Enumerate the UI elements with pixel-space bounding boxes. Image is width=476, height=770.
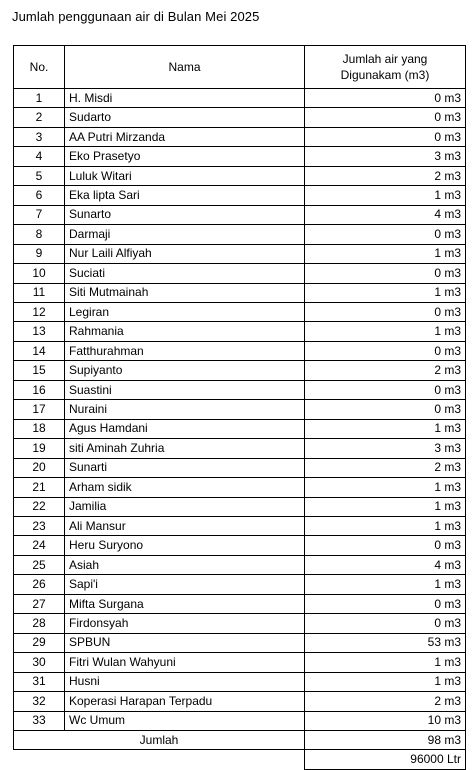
table-row: [14, 400, 466, 419]
row-nama: Sudarto: [65, 108, 305, 127]
row-nama: Jamilia: [65, 497, 305, 516]
row-nama: AA Putri Mirzanda: [65, 127, 305, 146]
table-row: [14, 614, 466, 633]
table-row: [14, 633, 466, 652]
row-nama: Asiah: [65, 555, 305, 574]
row-no: 15: [14, 361, 65, 380]
table-row: [14, 341, 466, 360]
row-nama: Agus Hamdani: [65, 419, 305, 438]
row-no: 25: [14, 555, 65, 574]
row-no: 14: [14, 341, 65, 360]
row-value: 0 m3: [305, 225, 466, 244]
row-no: 2: [14, 108, 65, 127]
row-no: 1: [14, 89, 65, 108]
row-nama: Fatthurahman: [65, 341, 305, 360]
row-value: 1 m3: [305, 672, 466, 691]
row-no: 4: [14, 147, 65, 166]
table-row: [14, 653, 466, 672]
table-header-row: [14, 46, 466, 89]
row-nama: Koperasi Harapan Terpadu: [65, 692, 305, 711]
total-label: Jumlah: [14, 730, 305, 749]
table-row: [14, 322, 466, 341]
row-no: 21: [14, 478, 65, 497]
row-no: 32: [14, 692, 65, 711]
total-value: 98 m3: [305, 730, 466, 749]
row-nama: Nuraini: [65, 400, 305, 419]
row-no: 33: [14, 711, 65, 730]
row-no: 30: [14, 653, 65, 672]
row-no: 17: [14, 400, 65, 419]
row-no: 20: [14, 458, 65, 477]
row-nama: Fitri Wulan Wahyuni: [65, 653, 305, 672]
row-value: 4 m3: [305, 205, 466, 224]
row-value: 0 m3: [305, 536, 466, 555]
header-nama: Nama: [65, 46, 305, 89]
row-value: 1 m3: [305, 419, 466, 438]
table-row: [14, 166, 466, 185]
row-no: 11: [14, 283, 65, 302]
row-nama: siti Aminah Zuhria: [65, 439, 305, 458]
table-row: [14, 147, 466, 166]
row-no: 29: [14, 633, 65, 652]
row-no: 8: [14, 225, 65, 244]
table-row: [14, 672, 466, 691]
table-row: [14, 108, 466, 127]
table-row: [14, 89, 466, 108]
row-no: 22: [14, 497, 65, 516]
row-nama: Mifta Surgana: [65, 594, 305, 613]
table-row: [14, 478, 466, 497]
row-no: 3: [14, 127, 65, 146]
row-no: 31: [14, 672, 65, 691]
row-nama: SPBUN: [65, 633, 305, 652]
row-no: 7: [14, 205, 65, 224]
row-nama: Luluk Witari: [65, 166, 305, 185]
header-no: No.: [14, 46, 65, 89]
row-nama: Heru Suryono: [65, 536, 305, 555]
row-nama: Arham sidik: [65, 478, 305, 497]
row-no: 19: [14, 439, 65, 458]
table-row: [14, 692, 466, 711]
row-value: 1 m3: [305, 497, 466, 516]
row-no: 13: [14, 322, 65, 341]
row-value: 1 m3: [305, 478, 466, 497]
row-nama: Eko Prasetyo: [65, 147, 305, 166]
row-value: 2 m3: [305, 458, 466, 477]
table-row: [14, 205, 466, 224]
row-nama: Rahmania: [65, 322, 305, 341]
row-nama: Darmaji: [65, 225, 305, 244]
water-usage-table: [13, 45, 466, 770]
table-row: [14, 244, 466, 263]
row-nama: Siti Mutmainah: [65, 283, 305, 302]
table-row: [14, 575, 466, 594]
total-row: [14, 730, 466, 749]
row-nama: Firdonsyah: [65, 614, 305, 633]
row-value: 1 m3: [305, 653, 466, 672]
row-value: 1 m3: [305, 322, 466, 341]
row-value: 2 m3: [305, 166, 466, 185]
table-row: [14, 283, 466, 302]
row-no: 16: [14, 380, 65, 399]
table-row: [14, 380, 466, 399]
row-value: 2 m3: [305, 692, 466, 711]
total-liters: 96000 Ltr: [305, 750, 466, 769]
table-row: [14, 419, 466, 438]
row-no: 5: [14, 166, 65, 185]
table-row: [14, 555, 466, 574]
row-nama: Wc Umum: [65, 711, 305, 730]
header-jumlah-line1: Jumlah air yang: [342, 52, 428, 66]
row-nama: Ali Mansur: [65, 516, 305, 535]
row-nama: Husni: [65, 672, 305, 691]
row-value: 1 m3: [305, 186, 466, 205]
row-value: 1 m3: [305, 244, 466, 263]
row-nama: Suastini: [65, 380, 305, 399]
table-row: [14, 516, 466, 535]
table-row: [14, 594, 466, 613]
table-row: [14, 361, 466, 380]
row-value: 0 m3: [305, 341, 466, 360]
row-value: 1 m3: [305, 575, 466, 594]
table-row: [14, 127, 466, 146]
row-value: 0 m3: [305, 594, 466, 613]
row-no: 6: [14, 186, 65, 205]
table-row: [14, 439, 466, 458]
row-value: 1 m3: [305, 283, 466, 302]
table-row: [14, 302, 466, 321]
row-value: 0 m3: [305, 264, 466, 283]
row-nama: H. Misdi: [65, 89, 305, 108]
row-no: 9: [14, 244, 65, 263]
table-row: [14, 711, 466, 730]
row-value: 0 m3: [305, 380, 466, 399]
table-row: [14, 497, 466, 516]
table-row: [14, 186, 466, 205]
header-jumlah: [305, 46, 466, 89]
total-liters-row: [14, 750, 466, 769]
row-no: 18: [14, 419, 65, 438]
row-no: 23: [14, 516, 65, 535]
row-no: 26: [14, 575, 65, 594]
total-liters-spacer: [14, 750, 305, 769]
row-value: 1 m3: [305, 516, 466, 535]
row-nama: Suciati: [65, 264, 305, 283]
header-jumlah-line2: Digunakam (m3): [340, 68, 430, 82]
row-value: 2 m3: [305, 361, 466, 380]
row-value: 10 m3: [305, 711, 466, 730]
row-value: 0 m3: [305, 302, 466, 321]
page-title: Jumlah penggunaan air di Bulan Mei 2025: [12, 9, 260, 24]
row-nama: Eka lipta Sari: [65, 186, 305, 205]
row-no: 24: [14, 536, 65, 555]
row-value: 4 m3: [305, 555, 466, 574]
row-no: 10: [14, 264, 65, 283]
row-value: 0 m3: [305, 127, 466, 146]
row-value: 0 m3: [305, 400, 466, 419]
row-nama: Legiran: [65, 302, 305, 321]
row-value: 3 m3: [305, 147, 466, 166]
row-no: 28: [14, 614, 65, 633]
row-value: 53 m3: [305, 633, 466, 652]
table-row: [14, 458, 466, 477]
row-nama: Supiyanto: [65, 361, 305, 380]
row-value: 0 m3: [305, 614, 466, 633]
row-no: 27: [14, 594, 65, 613]
row-nama: Nur Laili Alfiyah: [65, 244, 305, 263]
row-value: 3 m3: [305, 439, 466, 458]
row-no: 12: [14, 302, 65, 321]
row-nama: Sunarti: [65, 458, 305, 477]
table-row: [14, 264, 466, 283]
table-row: [14, 536, 466, 555]
row-nama: Sunarto: [65, 205, 305, 224]
table-row: [14, 225, 466, 244]
row-value: 0 m3: [305, 89, 466, 108]
row-nama: Sapi'i: [65, 575, 305, 594]
row-value: 0 m3: [305, 108, 466, 127]
